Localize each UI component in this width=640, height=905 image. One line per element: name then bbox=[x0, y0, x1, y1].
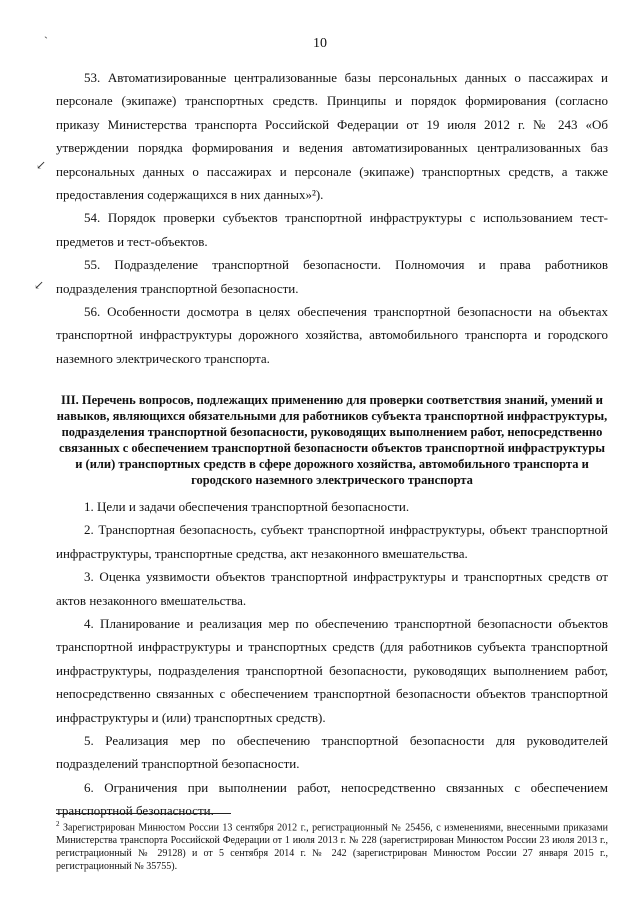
footnote bbox=[56, 818, 608, 873]
list-item: 3. Оценка уязвимости объектов транспортной инфраструктуры и транспортных средств от актов незаконного вмешательства. bbox=[56, 569, 608, 608]
list-item: 6. Ограничения при выполнении работ, непосредственно связанных с обеспечением транспортной безопасности. bbox=[56, 779, 608, 819]
paragraph-54: 54. Порядок проверки субъектов транспортной инфраструктуры с использованием тест-предметов и тест-объектов. bbox=[56, 210, 608, 249]
paragraph-55: 55. Подразделение транспортной безопасности. Полномочия и права работников подразделения транспортной безопасности. bbox=[56, 257, 608, 296]
list-item: 2. Транспортная безопасность, субъект транспортной инфраструктуры, объект транспортной инфраструктуры, транспортные средства, акт незаконного вмешательства. bbox=[56, 522, 608, 561]
page-number: 10 bbox=[313, 36, 327, 51]
paragraph-53: 53. Автоматизированные централизованные базы персональных данных о пассажирах и персонале (экипаже) транспортных средств. Принципы и порядок формирования (согласно приказу Министерства транспорта Российской Федерации от 19 июля 2012 г. № 243 «Об утверждении порядка формирования и ведения автоматизированных централизованных баз персональных данных о пассажирах и персонале (экипаже) транспортных средств, а также предоставления содержащихся в них данных»²). bbox=[56, 70, 608, 203]
footnote-marker: 2 bbox=[56, 820, 60, 828]
section-heading: III. Перечень вопросов, подлежащих применению для проверки соответствия знаний, умений и навыков, являющихся обязательными для работников субъекта транспортной инфраструктуры, подразделения транспортной безопасности, руководящих выполнением работ, непосредственно связанных с обеспечением транспортной безопасности объектов транспортной инфраструктуры и (или) транспортных средств в сфере дорожного хозяйства, автомобильного транспорта и городского наземного электрического транспорта bbox=[56, 393, 608, 487]
question-list bbox=[56, 495, 608, 823]
list-item: 4. Планирование и реализация мер по обеспечению транспортной безопасности объектов транспортной инфраструктуры и транспортных средств (для работников субъекта транспортной инфраструктуры, подразделения транспортной безопасности, руководящих выполнением работ, непосредственно связанных с обеспечением транспортной безопасности объектов транспортной инфраструктуры и (или) транспортных средств). bbox=[56, 616, 608, 725]
footnote-text: Зарегистрирован Минюстом России 13 сентября 2012 г., регистрационный № 25456, с изменениями, внесенными приказами Министерства транспорта Российской Федерации от 1 июля 2013 г. № 228 (зарегистрирован Минюстом России 23 июля 2013 г., регистрационный № 29128) и от 5 сентября 2014 г. № 242 (зарегистрирован Минюстом России 27 января 2015 г., регистрационный № 35755). bbox=[56, 822, 608, 873]
list-item: 5. Реализация мер по обеспечению транспортной безопасности для руководителей подразделений транспортной безопасности. bbox=[56, 733, 608, 772]
scan-mark: ↙ bbox=[36, 158, 47, 172]
paragraph-56: 56. Особенности досмотра в целях обеспечения транспортной безопасности на объектах транспортной инфраструктуры дорожного хозяйства, автомобильного транспорта и городского наземного электрического транспорта. bbox=[56, 304, 608, 366]
list-item: 1. Цели и задачи обеспечения транспортной безопасности. bbox=[84, 499, 410, 514]
scan-mark: ˋ bbox=[44, 34, 48, 48]
footnote-divider bbox=[56, 813, 231, 814]
scan-mark: ↙ bbox=[34, 278, 45, 292]
body-paragraphs bbox=[56, 66, 608, 370]
